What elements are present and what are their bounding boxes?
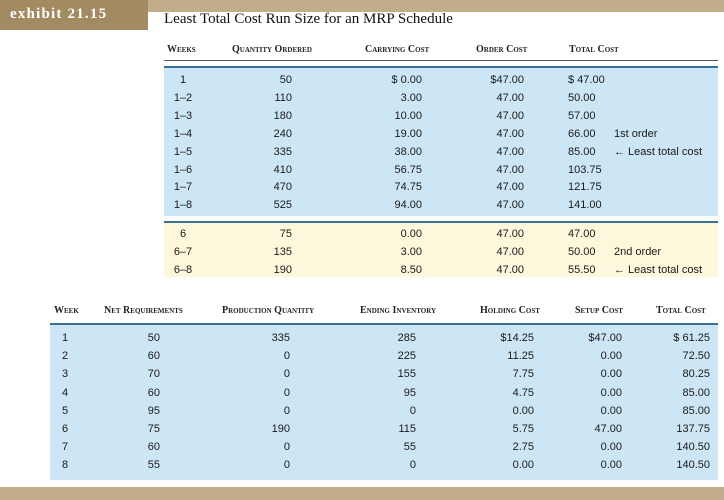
weeks-cell: 1–7 [173, 181, 193, 194]
carrying-cost-cell: 56.75 [394, 163, 422, 176]
row-note: ← Least total cost [614, 145, 703, 158]
order-cost-cell: 47.00 [496, 109, 524, 122]
ending-inventory-cell: 155 [397, 368, 416, 381]
week-cell: 1 [61, 332, 69, 344]
carrying-cost-cell: 10.00 [394, 109, 422, 122]
production-quantity-cell: 0 [283, 350, 290, 363]
quantity-cell: 470 [273, 181, 292, 194]
bottom-header-production: Production Quantity [222, 305, 315, 316]
total-cost-cell: 140.50 [676, 459, 710, 472]
weeks-cell: 1–5 [173, 145, 193, 158]
net-requirements-cell: 60 [147, 441, 160, 454]
top-header-total: Total Cost [569, 44, 619, 55]
total-cost-cell: 66.00 [568, 127, 596, 140]
bottom-accent-bar [0, 487, 724, 500]
weeks-cell: 1–2 [173, 91, 193, 104]
carrying-cost-cell: 94.00 [394, 199, 422, 212]
bottom-header-total: Total Cost [656, 305, 706, 316]
holding-cost-cell: 0.00 [512, 404, 534, 417]
total-cost-cell: $ 47.00 [568, 74, 605, 86]
order-cost-cell: 47.00 [496, 91, 524, 104]
carrying-cost-cell: 3.00 [400, 91, 422, 104]
ending-inventory-cell: 0 [409, 459, 416, 472]
order-cost-cell: 47.00 [496, 199, 524, 212]
ending-inventory-cell: 55 [403, 441, 416, 454]
total-cost-cell: 50.00 [568, 246, 596, 258]
production-quantity-cell: 0 [283, 404, 290, 417]
net-requirements-cell: 60 [147, 350, 160, 363]
ending-inventory-cell: 225 [397, 350, 416, 363]
total-cost-cell: 80.25 [682, 368, 710, 381]
quantity-cell: 410 [273, 163, 292, 176]
order-cost-cell: 47.00 [496, 264, 524, 276]
setup-cost-cell: 0.00 [600, 404, 622, 417]
setup-cost-cell: 0.00 [600, 441, 622, 454]
order-cost-cell: 47.00 [496, 246, 524, 258]
week-cell: 5 [61, 404, 69, 417]
carrying-cost-cell: 19.00 [394, 127, 422, 140]
exhibit-label: exhibit 21.15 [10, 6, 108, 22]
production-quantity-cell: 0 [283, 441, 290, 454]
production-quantity-cell: 190 [271, 423, 290, 435]
net-requirements-cell: 75 [147, 423, 160, 435]
total-cost-cell: 85.00 [682, 404, 710, 417]
top-header-order: Order Cost [476, 44, 528, 55]
order-cost-cell: 47.00 [496, 127, 524, 140]
holding-cost-cell: 5.75 [512, 423, 534, 435]
top-header-weeks: Weeks [167, 44, 196, 55]
production-quantity-cell: 0 [283, 459, 290, 472]
quantity-cell: 525 [273, 199, 292, 212]
quantity-cell: 50 [279, 74, 292, 86]
total-cost-cell: 50.00 [568, 91, 596, 104]
week-cell: 3 [61, 368, 69, 381]
total-cost-cell: 55.50 [568, 264, 596, 276]
weeks-cell: 1 [179, 74, 187, 86]
quantity-cell: 240 [273, 127, 292, 140]
production-quantity-cell: 0 [283, 386, 290, 399]
ending-inventory-cell: 95 [403, 386, 416, 399]
bottom-header-net: Net Requirements [104, 305, 183, 316]
top-header-rule [164, 60, 718, 61]
holding-cost-cell: 0.00 [512, 459, 534, 472]
total-cost-cell: 72.50 [682, 350, 710, 363]
order-cost-cell: 47.00 [496, 145, 524, 158]
quantity-cell: 110 [274, 91, 292, 104]
holding-cost-cell: 7.75 [512, 368, 534, 381]
week-cell: 8 [61, 459, 69, 472]
weeks-cell: 6–7 [173, 246, 193, 258]
weeks-cell: 1–8 [173, 199, 193, 212]
holding-cost-cell: 11.25 [507, 350, 534, 363]
carrying-cost-cell: 8.50 [400, 264, 422, 276]
quantity-cell: 75 [279, 228, 292, 240]
bottom-table [50, 323, 718, 480]
production-quantity-cell: 335 [271, 332, 290, 344]
total-cost-cell: 137.75 [676, 423, 710, 435]
carrying-cost-cell: 74.75 [394, 181, 422, 194]
total-cost-cell: 85.00 [682, 386, 710, 399]
carrying-cost-cell: $ 0.00 [391, 74, 422, 86]
total-cost-cell: 140.50 [676, 441, 710, 454]
quantity-cell: 190 [273, 264, 292, 276]
carrying-cost-cell: 3.00 [400, 246, 422, 258]
week-cell: 2 [61, 350, 69, 363]
group2-rule [164, 221, 718, 223]
top-table-group1 [164, 66, 718, 216]
week-cell: 4 [61, 386, 69, 399]
net-requirements-cell: 95 [147, 404, 160, 417]
quantity-cell: 180 [273, 109, 292, 122]
net-requirements-cell: 55 [147, 459, 160, 472]
setup-cost-cell: 0.00 [600, 350, 622, 363]
exhibit-tab [0, 0, 148, 30]
bottom-table-rule [50, 323, 718, 325]
production-quantity-cell: 0 [283, 368, 290, 381]
exhibit-title: Least Total Cost Run Size for an MRP Schedule [164, 11, 453, 27]
net-requirements-cell: 60 [147, 386, 160, 399]
total-cost-cell: 57.00 [568, 109, 596, 122]
order-cost-cell: $47.00 [490, 74, 524, 86]
setup-cost-cell: 0.00 [600, 386, 622, 399]
ending-inventory-cell: 0 [409, 404, 416, 417]
quantity-cell: 135 [273, 246, 292, 258]
row-note: 1st order [614, 127, 658, 140]
carrying-cost-cell: 38.00 [394, 145, 422, 158]
holding-cost-cell: 2.75 [512, 441, 534, 454]
setup-cost-cell: 47.00 [594, 423, 622, 435]
row-note: ← Least total cost [614, 264, 703, 276]
setup-cost-cell: 0.00 [600, 459, 622, 472]
total-cost-cell: 85.00 [568, 145, 596, 158]
weeks-cell: 1–4 [173, 127, 193, 140]
bottom-header-holding: Holding Cost [480, 305, 540, 316]
total-cost-cell: $ 61.25 [673, 332, 710, 344]
row-note: 2nd order [614, 246, 662, 258]
top-header-carrying: Carrying Cost [365, 44, 430, 55]
ending-inventory-cell: 285 [397, 332, 416, 344]
total-cost-cell: 103.75 [568, 163, 602, 176]
order-cost-cell: 47.00 [496, 181, 524, 194]
bottom-header-week: Week [54, 305, 79, 316]
bottom-header-ending: Ending Inventory [360, 305, 437, 316]
bottom-header-setup: Setup Cost [575, 305, 623, 316]
order-cost-cell: 47.00 [496, 228, 524, 240]
quantity-cell: 335 [273, 145, 292, 158]
weeks-cell: 6–8 [173, 264, 193, 276]
net-requirements-cell: 50 [147, 332, 160, 344]
weeks-cell: 6 [179, 228, 187, 240]
total-cost-cell: 121.75 [568, 181, 602, 194]
week-cell: 6 [61, 423, 69, 435]
net-requirements-cell: 70 [147, 368, 160, 381]
total-cost-cell: 141.00 [568, 199, 602, 212]
weeks-cell: 1–3 [173, 109, 193, 122]
setup-cost-cell: 0.00 [600, 368, 622, 381]
order-cost-cell: 47.00 [496, 163, 524, 176]
setup-cost-cell: $47.00 [588, 332, 622, 344]
top-header-quantity: Quantity Ordered [232, 44, 312, 55]
week-cell: 7 [61, 441, 69, 454]
group1-rule [164, 66, 718, 68]
ending-inventory-cell: 115 [398, 423, 416, 435]
carrying-cost-cell: 0.00 [400, 228, 422, 240]
holding-cost-cell: 4.75 [512, 386, 534, 399]
holding-cost-cell: $14.25 [500, 332, 534, 344]
total-cost-cell: 47.00 [568, 228, 596, 240]
weeks-cell: 1–6 [173, 163, 193, 176]
